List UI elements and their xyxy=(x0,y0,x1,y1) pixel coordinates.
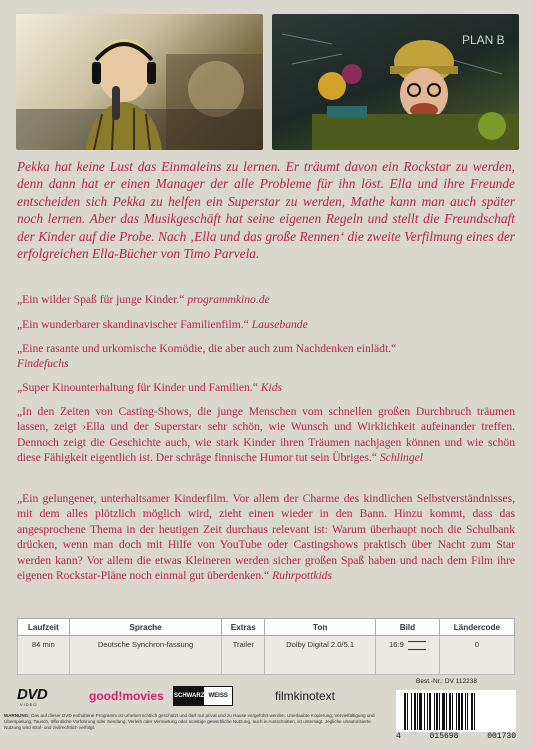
barcode-bar xyxy=(452,693,453,730)
barcode-bar xyxy=(458,693,460,730)
spec-value-bild xyxy=(376,636,440,675)
review-quote: „Eine rasante und urkomische Komödie, die aber auch zum Nachdenken einlädt.“ Findefuchs xyxy=(17,342,397,371)
barcode-bars xyxy=(396,690,516,732)
dvd-video-label: VIDEO xyxy=(20,702,38,707)
barcode-bar xyxy=(456,693,457,730)
barcode-bar xyxy=(439,693,440,730)
spec-header: Sprache xyxy=(69,619,222,636)
barcode-bar xyxy=(436,693,438,730)
barcode-bar xyxy=(429,693,431,730)
barcode-bar xyxy=(411,693,412,730)
barcode-bar xyxy=(471,693,473,730)
spec-value: Dolby Digital 2.0/5.1 xyxy=(265,636,376,675)
specs-header-row xyxy=(18,619,515,636)
copyright-warning: WARNUNG: Das auf dieser DVD enthaltene Programm ist urheberrechtlich geschützt und darf nur privat und zu Hause vorgeführt werden. Unerlaubte Kopierung, Vervielfältigung und Überspielung, Tausch, öffentliche Vorführung oder Sendung, Verleih oder Vermietung oder sonstige gewerbliche Nutzung, auch in Ausschnitten, ist untersagt. Jegliche unautorisierte Nutzung wird straf- und zivilrechtlich verfolgt. xyxy=(4,713,375,730)
barcode-bar xyxy=(467,693,468,730)
barcode xyxy=(396,690,516,732)
synopsis-text: Pekka hat keine Lust das Einmaleins zu lernen. Er träumt davon ein Rockstar zu werden, denn dann hat er einen Manager der alle Probleme für ihn löst. Ella und ihre Freunde entscheiden sich Pekka zu helfen ein Superstar zu werden, Mathe kann man auch später noch lernen. Aber das Musikgeschäft hat seine eigenen Regeln und stellt die Freundschaft der Kinder auf die Probe. Nach ‚Ella und das große Rennen‘ die zweite Verfilmung eines der erfolgreichen Ella-Bücher von Timo Parvela. xyxy=(17,159,515,262)
barcode-bar xyxy=(427,693,428,730)
spec-header: Ton xyxy=(265,619,376,636)
widescreen-icon xyxy=(408,641,426,650)
spec-value: Deutsche Synchron-fassung xyxy=(69,636,222,675)
aspect-ratio: 16:9 xyxy=(389,640,404,649)
spec-header: Ländercode xyxy=(439,619,514,636)
filmkinotext-logo: filmkinotext xyxy=(275,689,336,703)
order-number: Best.-Nr.: DV 112238 xyxy=(416,678,477,685)
spec-value: 84 min xyxy=(18,636,70,675)
good-movies-logo: good!movies xyxy=(89,689,164,703)
specs-table xyxy=(17,618,515,675)
barcode-bar xyxy=(414,693,416,730)
barcode-bar xyxy=(419,693,422,730)
barcode-bar xyxy=(434,693,435,730)
barcode-bar xyxy=(446,693,447,730)
review-quote: „Ein wunderbarer skandinavischer Familienfilm.“ Lausebande xyxy=(17,318,308,331)
spec-header: Bild xyxy=(376,619,440,636)
barcode-bar xyxy=(474,693,475,730)
photo-boy-singing xyxy=(16,14,263,150)
schwarz-weiss-logo: SCHWARZ WEISS xyxy=(173,686,233,706)
review-quote: „In den Zeiten von Casting-Shows, die junge Menschen vom schnellen großen Durchbruch träumen lassen, zeigt ›Ella und der Superstar‹ sehr schön, wie Wunsch und Wirklichkeit aufeinander treffen. Dennoch zeigt die Geschichte auch, wie stark Kinder ihren Träumen nachjagen können und wie schön diese Fähigkeit eigentlich ist. Der schräge finnische Humor tut sein Übriges.“ Schlingel xyxy=(17,405,515,465)
barcode-bar xyxy=(461,693,463,730)
barcode-bar xyxy=(407,693,408,730)
dvd-logo: DVD xyxy=(17,686,48,703)
review-quote: „Ein wilder Spaß für junge Kinder.“ programmkino.de xyxy=(17,293,270,306)
barcode-bar xyxy=(404,693,406,730)
barcode-bar xyxy=(417,693,418,730)
barcode-bar xyxy=(465,693,466,730)
spec-value: 0 xyxy=(439,636,514,675)
review-quote: „Super Kinounterhaltung für Kinder und Familien.“ Kids xyxy=(17,381,283,394)
barcode-bar xyxy=(449,693,451,730)
spec-value: Trailer xyxy=(222,636,265,675)
barcode-digits: 4 015698 001730 xyxy=(396,732,516,741)
review-quote: „Ein gelungener, unterhaltsamer Kinderfilm. Vor allem der Charme des kindlichen Selbstverständnisses, mit dem alles plötzlich möglich wird, zieht einen wieder in den Bann. Hinzu kommt, dass das angesprochene Thema in der heutigen Zeit durchaus relevant ist: Warum überhaupt noch die Schulbank drücken, wenn man doch mit Hilfe von YouTube oder Castingshows praktisch über Nacht zum Star werden kann? Vor allem die etwas Kleineren werden sicher großen Spaß haben und nach dem Film ihre eigenen Rockstar-Pläne noch einmal gut überdenken.“ Ruhrpottkids xyxy=(17,492,515,583)
spec-header: Laufzeit xyxy=(18,619,70,636)
specs-value-row xyxy=(18,636,515,675)
plan-b-sign: PLAN B xyxy=(462,33,505,47)
barcode-bar xyxy=(424,693,425,730)
photo-man-helmet xyxy=(272,14,519,150)
spec-header: Extras xyxy=(222,619,265,636)
barcode-bar xyxy=(442,693,445,730)
